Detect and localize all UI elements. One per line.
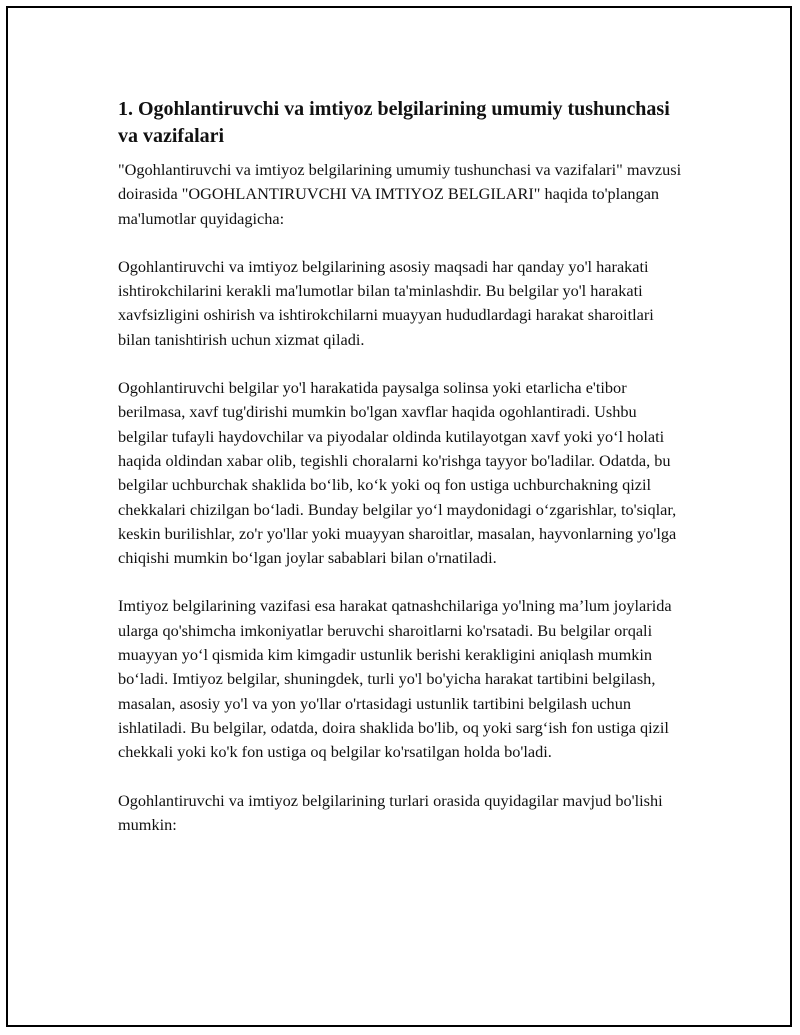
warning-signs-paragraph: Ogohlantiruvchi belgilar yo'l harakatida paysalga solinsa yoki etarlicha e'tibor berilmasa, xavf tug'dirishi mumkin bo'lgan xavflar haqida ogohlantiradi. Ushbu belgilar tufayli haydovchilar va piyodalar oldinda kutilayotgan xavf yoki yo‘l holati haqida oldindan xabar olib, tegishli choralarni ko'rishga tayyor bo'ladilar. Odatda, bu belgilar uchburchak shaklida bo‘lib, ko‘k yoki oq fon ustiga uchburchakning qizil chekkalari chizilgan bo‘ladi. Bunday belgilar yo‘l maydonidagi o‘zgarishlar, to'siqlar, keskin burilishlar, zo'r yo'llar yoki muayyan sharoitlar, masalan, hayvonlarning yo'lga chiqishi mumkin bo‘lgan joylar sabablari bilan o'rnatiladi. — [118, 378, 677, 568]
purpose-paragraph: Ogohlantiruvchi va imtiyoz belgilarining asosiy maqsadi har qanday yo'l harakati ishtirokchilarini kerakli ma'lumotlar bilan ta'minlashdir. Bu belgilar yo'l harakati xavfsizligini oshirish va ishtirokchilarni muayyan hududlardagi harakat sharoitlari bilan tanishtirish uchun xizmat qiladi. — [118, 256, 654, 349]
priority-signs-paragraph: Imtiyoz belgilarining vazifasi esa harakat qatnashchilariga yo'lning ma’lum joylarida ularga qo'shimcha imkoniyatlar beruvchi sharoitlarni ko'rsatadi. Bu belgilar orqali muayyan yo‘l qismida kim kimgadir ustunlik berishi kerakligini aniqlash mumkin bo‘ladi. Imtiyoz belgilar, shuningdek, turli yo'l bo'yicha harakat tartibini belgilash, masalan, asosiy yo'l va yon yo'llar o'rtasidagi ustunlik tartibini belgilash uchun ishlatiladi. Bu belgilar, odatda, doira shaklida bo'lib, oq yoki sarg‘ish fon ustiga qizil chekkali yoki ko'k fon ustiga oq belgilar ko'rsatilgan holda bo'ladi. — [118, 596, 672, 762]
section-heading: 1. Ogohlantiruvchi va imtiyoz belgilarining umumiy tushunchasi va vazifalari — [118, 98, 670, 147]
types-paragraph: Ogohlantiruvchi va imtiyoz belgilarining turlari orasida quyidagilar mavjud bo'lishi mumkin: — [118, 790, 663, 834]
document-body — [118, 96, 688, 861]
intro-paragraph: "Ogohlantiruvchi va imtiyoz belgilarining umumiy tushunchasi va vazifalari" mavzusi doirasida "OGOHLANTIRUVCHI VA IMTIYOZ BELGILARI" haqida to'plangan ma'lumotlar quyidagicha: — [118, 160, 682, 228]
